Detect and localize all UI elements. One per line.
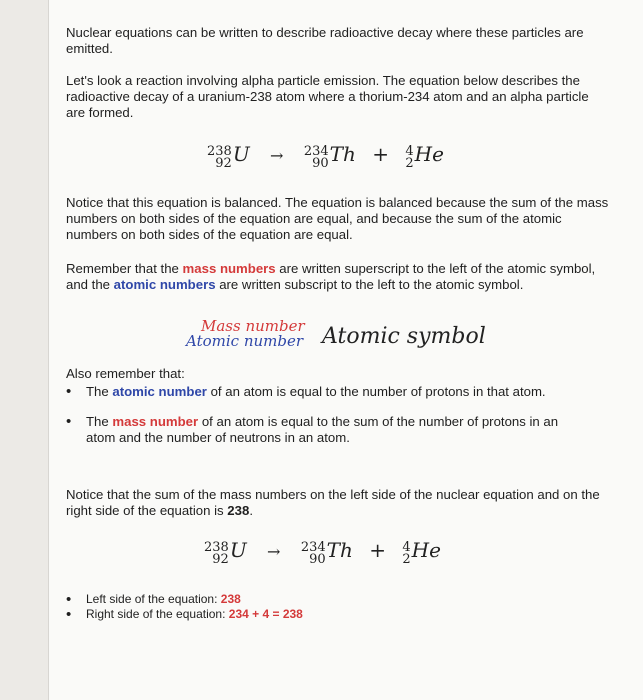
atomic-number-label: Atomic number bbox=[186, 332, 304, 350]
bullet-icon: • bbox=[66, 413, 72, 430]
atomic-symbol-label: Atomic symbol bbox=[322, 324, 486, 349]
reaction-arrow: → bbox=[270, 146, 284, 165]
list-item: • The mass number of an atom is equal to the sum of the number of protons in an atom and the number of neutrons in an atom. bbox=[66, 413, 559, 445]
alpha-paragraph: Let's look a reaction involving alpha particle emission. The equation below describes the radioactive decay of a uranium-238 atom where a thorium-234 atom and an alpha particle are formed. bbox=[66, 73, 589, 120]
thorium-numbers bbox=[303, 143, 329, 171]
helium-mass-number: 4 bbox=[405, 143, 414, 159]
sum-paragraph: Notice that the sum of the mass numbers on the left side of the nuclear equation and on the right side of the equation is 238. bbox=[66, 487, 600, 518]
thorium-mass-number: 234 bbox=[303, 143, 329, 159]
list-item: • Right side of the equation: 234 + 4 = 238 bbox=[66, 606, 303, 623]
fact-list bbox=[66, 384, 591, 446]
nuclear-equation-1 bbox=[207, 142, 444, 171]
balanced-paragraph: Notice that this equation is balanced. The equation is balanced because the sum of the mass numbers on both sides of the equation are equal, and because the sum of the atomic numbers on both sides of the equation are equal. bbox=[66, 195, 609, 242]
mass-numbers-term: mass numbers bbox=[182, 261, 276, 276]
uranium-symbol: U bbox=[232, 142, 250, 166]
remember-paragraph: Remember that the mass numbers are written superscript to the left of the atomic symbol, and the atomic numbers are written subscript to the left to the atomic symbol. bbox=[66, 261, 596, 292]
helium-numbers bbox=[405, 143, 414, 171]
intro-paragraph: Nuclear equations can be written to describe radioactive decay where these particles are emitted. bbox=[66, 25, 584, 56]
helium-symbol: He bbox=[414, 142, 444, 166]
bullet-icon: • bbox=[66, 383, 72, 400]
mass-number-label: Mass number bbox=[201, 317, 305, 335]
sum-value: 238 bbox=[227, 503, 250, 518]
atomic-numbers-term: atomic numbers bbox=[113, 277, 216, 292]
left-side-value: 238 bbox=[220, 592, 241, 606]
plus-sign: + bbox=[372, 142, 389, 166]
uranium-atomic-number: 92 bbox=[215, 155, 232, 171]
uranium-numbers bbox=[207, 143, 232, 171]
bullet-icon: • bbox=[66, 606, 72, 623]
bullet-icon: • bbox=[66, 591, 72, 608]
thorium-symbol: Th bbox=[329, 142, 356, 166]
nuclear-equation-2: 238 92 U → 234 90 Th + 4 2 He bbox=[204, 538, 441, 567]
also-remember-text: Also remember that: bbox=[66, 366, 185, 381]
thorium-atomic-number: 90 bbox=[312, 155, 329, 171]
atomic-number-term: atomic number bbox=[112, 384, 207, 399]
helium-atomic-number: 2 bbox=[405, 155, 414, 171]
list-item: • Left side of the equation: 238 bbox=[66, 591, 241, 608]
sides-list bbox=[66, 592, 586, 622]
list-item: • The atomic number of an atom is equal to the number of protons in that atom. bbox=[66, 383, 546, 400]
mass-number-term: mass number bbox=[112, 414, 199, 429]
right-side-value: 234 + 4 = 238 bbox=[228, 607, 303, 621]
uranium-mass-number: 238 bbox=[207, 143, 232, 159]
